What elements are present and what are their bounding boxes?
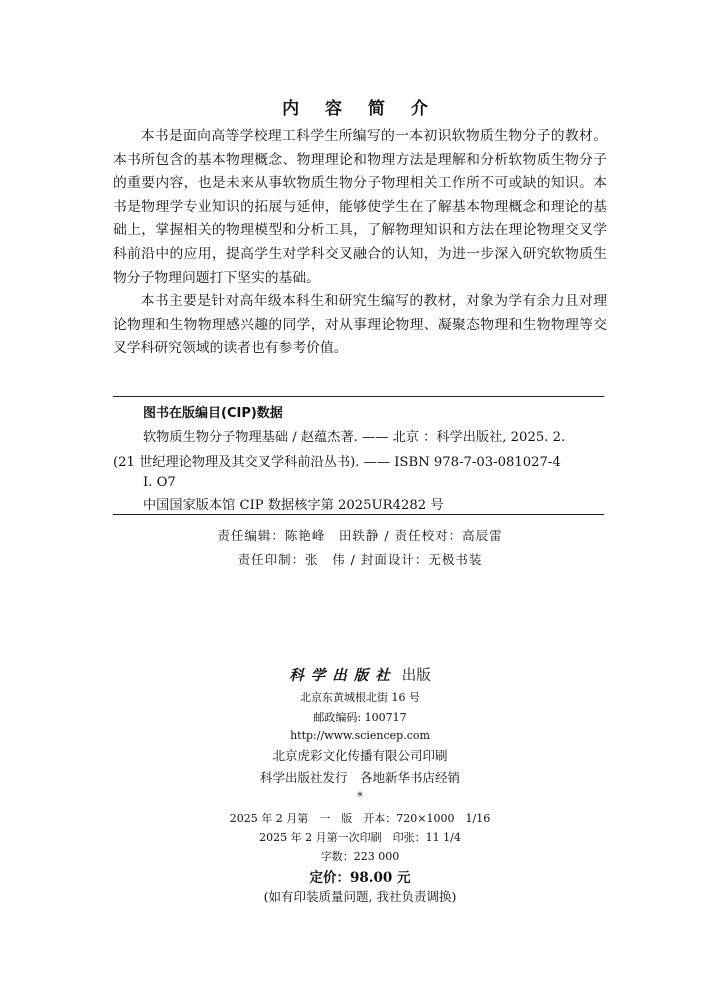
editors-line-2: 责任印制：张 伟 / 封面设计：无极书装 [237,552,483,567]
editors-line-1: 责任编辑：陈艳峰 田轶静 / 责任校对：高辰雷 [217,528,503,543]
price-line: 定价：98.00 元 [309,870,411,886]
cip-title: 图书在版编目(CIP)数据 [143,406,283,421]
publisher-heading [0,664,720,685]
cip-top-rule [113,396,604,397]
cip-line-1: 软物质生物分子物理基础 / 赵蕴杰著. —— 北京 ：科学出版社, 2025. 2. [143,430,566,445]
printer-line: 北京虎彩文化传播有限公司印刷 [272,748,448,763]
cip-bottom-rule [113,514,604,515]
publisher-address: 北京东黄城根北街 16 号 [300,691,420,704]
cip-line-3: I. O7 [143,475,176,490]
edition-line: 2025 年 2 月第 一 版 开本：720×1000 1/16 [229,812,491,825]
intro-body [113,125,607,361]
separator-star: * [357,790,363,803]
publisher-postcode: 邮政编码: 100717 [313,711,407,724]
quality-notice: (如有印装质量问题, 我社负责调换) [263,889,457,904]
distribution-line: 科学出版社发行 各地新华书店经销 [259,770,460,785]
intro-title: 内 容 简 介 [282,99,438,119]
publisher-suffix: 出版 [401,668,431,684]
cip-line-2: (21 世纪理论物理及其交叉学科前沿丛书). —— ISBN 978-7-03-081027-4 [113,455,561,470]
cip-line-4: 中国国家版本馆 CIP 数据核字第 2025UR4282 号 [143,498,444,513]
publisher-url: http://www.sciencep.com [290,729,430,742]
intro-paragraph-1: 本书是面向高等学校理工科学生所编写的一本初识软物质生物分子的教材。本书所包含的基本物理概念、物理理论和物理方法是理解和分析软物质生物分子的重要内容，也是未来从事软物质生物分子物理相关工作所不可或缺的知识。本书是物理学专业知识的拓展与延伸，能够使学生在了解基本物理概念和理论的基础上，掌握相关的物理模型和分析工具，了解物理知识和方法在理论物理交叉学科前沿中的应用，提高学生对学科交叉融合的认知，为进一步深入研究软物质生物分子物理问题打下坚实的基础。 [113,128,607,286]
wordcount-line: 字数：223 000 [320,850,400,863]
printing-line: 2025 年 2 月第一次印刷 印张：11 1/4 [259,831,461,844]
publisher-name: 科学出版社 [289,667,397,684]
intro-paragraph-2: 本书主要是针对高年级本科生和研究生编写的教材，对象为学有余力且对理论物理和生物物理感兴趣的同学，对从事理论物理、凝聚态物理和生物物理等交叉学科研究领域的读者也有参考价值。 [113,293,607,357]
